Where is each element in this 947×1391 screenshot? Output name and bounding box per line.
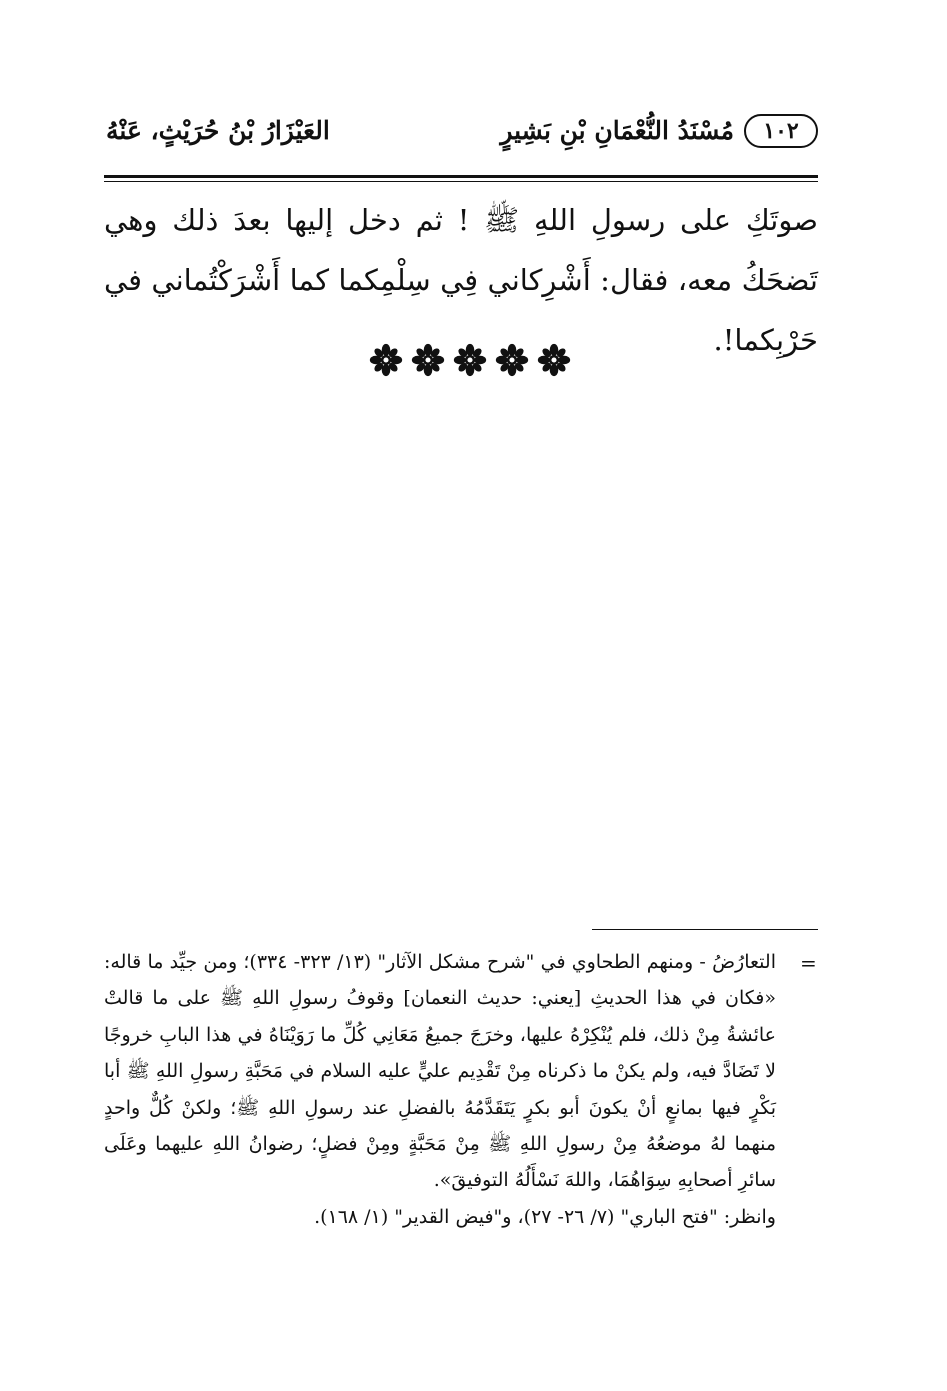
header-rule-thick	[104, 175, 818, 178]
footnote-separator	[592, 929, 818, 930]
flower-ornament-icon	[411, 343, 445, 377]
page-number-badge: ١٠٢	[744, 114, 818, 148]
flower-ornament-icon	[495, 343, 529, 377]
running-header	[106, 112, 818, 160]
flower-ornament-icon	[537, 343, 571, 377]
footnote-continuation-marker: =	[800, 951, 817, 975]
musnad-title: مُسْنَدُ النُّعْمَانِ بْنِ بَشِيرٍ	[500, 116, 734, 145]
narrator-title: العَيْزَارُ بْنُ حُرَيْثٍ، عَنْهُ	[106, 116, 330, 145]
footnote-body: التعارُضُ - ومنهم الطحاوي في "شرح مشكل الآثار" (١٣/ ٣٢٣- ٣٣٤)؛ ومن جيِّد ما قاله: «فكان في هذا الحديثِ [يعني: حديث النعمان] وقوفُ رسولِ اللهِ ﷺ على ما قالتْ عائشةُ مِنْ ذلك، فلم يُنْكِرْهُ عليها، وخرَجَ جميعُ مَعَانِي كُلِّ ما رَوَيْنَاهُ في هذا البابِ خروجًا لا تَضَادَّ فيه، ولم يكنْ ما ذكرناه مِنْ تَقْدِيم عليٍّ عليه السلام في مَحَبَّةِ رسولِ اللهِ ﷺ أبا بَكْرٍ فيها بمانعٍ أنْ يكونَ أبو بكرٍ يَتَقَدَّمُهُ بالفضلِ عند رسولِ اللهِ ﷺ؛ ولكنْ كُلٌّ واحدٍ منهما لهُ موضعُهُ مِنْ رسولِ اللهِ ﷺ مِنْ مَحَبَّةٍ ومِنْ فضلٍ؛ رضوانُ اللهِ عليهما وعَلَى سائرِ أصحابِهِ سِوَاهُمَا، واللهَ نَسْأَلُهُ التوفيقَ».	[104, 951, 776, 1192]
flower-ornament-icon	[369, 343, 403, 377]
footnote-see-also: وانظر: "فتح الباري" (٧/ ٢٦- ٢٧)، و"فيض القدير" (١/ ١٦٨).	[314, 1205, 776, 1228]
footnote	[104, 944, 776, 1235]
main-paragraph: صوتَكِ على رسولِ اللهِ ﷺ ! ثم دخل إليها بعدَ ذلك وهي تَضحَكُ معه، فقال: أَشْرِكاني فِي سِلْمِكما كما أَشْرَكْتُماني في حَرْبِكما!.	[104, 203, 818, 357]
section-ornament	[360, 343, 580, 387]
flower-ornament-icon	[453, 343, 487, 377]
header-rule-thin	[104, 181, 818, 182]
